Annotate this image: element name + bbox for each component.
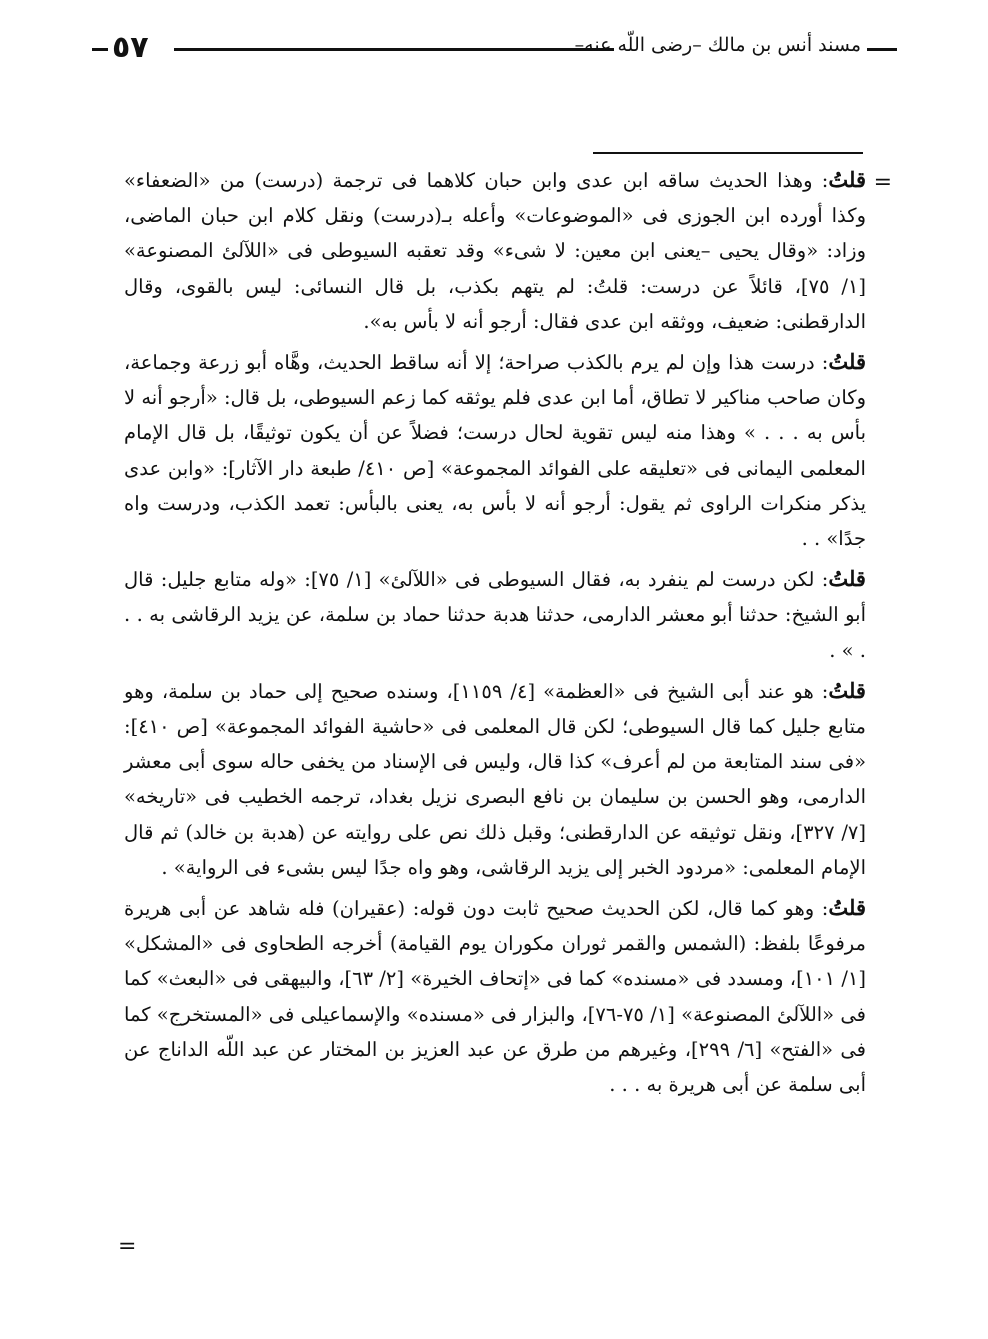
paragraph <box>124 673 866 885</box>
footnote-separator <box>593 152 863 154</box>
footnote-body <box>124 162 866 1107</box>
paragraph <box>124 890 866 1102</box>
paragraph-text: : درست هذا وإن لم يرم بالكذب صراحة؛ إلا أنه ساقط الحديث، وهَّاه أبو زرعة وجماعة، وكان صاحب مناكير لا تطاق، أما ابن عدى فلم يوثقه كما زعم السيوطى، بل قال: «أرجو أنه لا بأس به . . . » وهذا منه ليس تقوية لحال درست؛ فضلاً عن أن يكون توثيقًا، بل قال الإمام المعلمى اليمانى فى «تعليقه على الفوائد المجموعة» [ص ٤١٠/ طبعة دار الآثار]: «وابن عدى يذكر منكرات الراوى ثم يقول: أرجو أنه لا بأس به، يعنى بالبأس: تعمد الكذب، ودرست واه جدًا» . . <box>124 351 866 551</box>
paragraph-text: : وهو كما قال، لكن الحديث صحيح ثابت دون قوله: (عقيران) فله شاهد عن أبى هريرة مرفوعًا بلفظ: (الشمس والقمر ثوران مكوران يوم القيامة) أخرجه الطحاوى فى «المشكل» [١/ ١٠١]، ومسدد فى «مسنده» كما فى «إتحاف الخيرة» [٢/ ٦٣]، والبيهقى فى «البعث» كما فى «اللآلئ المصنوعة» [١/ ٧٥-٧٦]، والبزار فى «مسنده» والإسماعيلى فى «المستخرج» كما فى «الفتح» [٦/ ٢٩٩]، وغيرهم من طرق عن عبد العزيز بن المختار عن عبد اللّه الداناج عن أبى سلمة عن أبى هريرة به . . . <box>124 897 867 1097</box>
paragraph-label: قلتُ <box>828 566 866 592</box>
header-dash-left <box>92 48 108 51</box>
continuation-marker-end: = <box>118 1234 137 1259</box>
running-title: مسند أنس بن مالك –رضى اللّه عنه– <box>574 34 861 56</box>
paragraph-label: قلتُ <box>828 167 866 192</box>
paragraph-label: قلتُ <box>828 895 866 921</box>
continuation-marker-start: = <box>873 170 892 195</box>
paragraph <box>124 561 866 668</box>
header-rule <box>174 48 614 51</box>
running-header <box>92 28 897 68</box>
header-dash-right <box>867 48 897 51</box>
paragraph <box>124 344 866 556</box>
paragraph-label: قلتُ <box>828 677 866 703</box>
paragraph-text: : وهذا الحديث ساقه ابن عدى وابن حبان كلاهما فى ترجمة (درست) من «الضعفاء» وكذا أورده ابن الجوزى فى «الموضوعات» وأعله بـ(درست) ونقل كلام ابن حبان الماضى، وزاد: «وقال يحيى –يعنى ابن معين: لا شىء» وقد تعقبه السيوطى فى «اللآلئ المصنوعة» [١/ ٧٥]، قائلاً عن درست: قلتُ: لم يتهم بكذب، بل قال النسائى: ليس بالقوى، وقال الدارقطنى: ضعيف، ووثقه ابن عدى فقال: أرجو أنه لا بأس به». <box>124 169 866 333</box>
paragraph-label: قلتُ <box>828 349 866 375</box>
paragraph-text: : لكن درست لم ينفرد به، فقال السيوطى فى «اللآلئ» [١/ ٧٥]: «وله متابع جليل: قال أبو الشيخ: حدثنا أبو معشر الدارمى، حدثنا هدبة حدثنا حماد بن سلمة، عن يزيد الرقاشى به . . . » . <box>124 568 866 662</box>
paragraph <box>124 162 866 339</box>
paragraph-text: : هو عند أبى الشيخ فى «العظمة» [٤/ ١١٥٩]، وسنده صحيح إلى حماد بن سلمة، وهو متابع جليل كما قال السيوطى؛ لكن قال المعلمى فى «حاشية الفوائد المجموعة» [ص ٤١٠]: «فى سند المتابعة من لم أعرف» كذا قال، وليس فى الإسناد من يخفى حاله سوى أبى معشر الدارمى، وهو الحسن بن سليمان بن نافع البصرى نزيل بغداد، ترجمه الخطيب فى «تاريخه» [٧/ ٣٢٧]، ونقل توثيقه عن الدارقطنى؛ وقبل ذلك نص على روايته عن (هدبة بن خالد) ثم قال الإمام المعلمى: «مردود الخبر إلى يزيد الرقاشى، وهو واه جدًا ليس بشىء فى الرواية» . <box>124 679 866 879</box>
page-number: ٥٧ <box>112 30 149 65</box>
